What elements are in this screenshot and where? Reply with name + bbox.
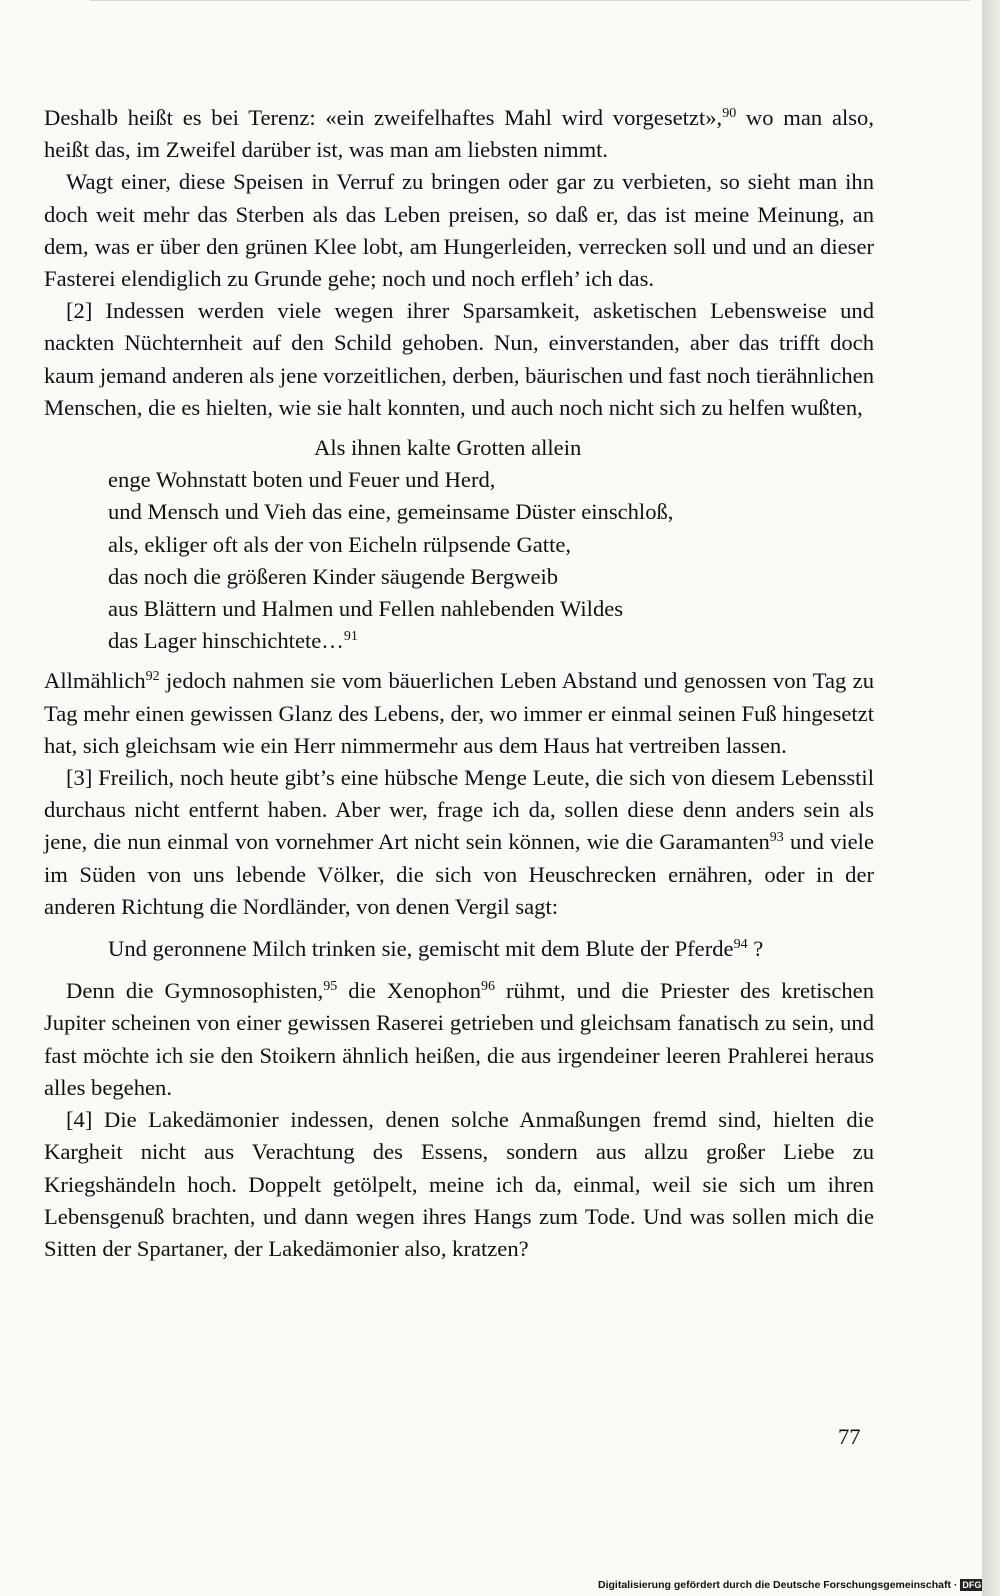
page-number: 77 [838,1424,861,1449]
verse-quote-2: Und geronnene Milch trinken sie, gemischt mit dem Blute der Pferde$^{94}$ ? [108,936,764,962]
dfg-logo-icon: DFG [962,1580,982,1590]
page-edge [982,0,1000,1596]
verse-line-2: enge Wohnstatt boten und Feuer und Herd, [108,467,496,493]
bleed-through-line [90,0,970,9]
paragraph-1: Deshalb heißt es bei Terenz: «ein zweifelhaftes Mahl wird vorgesetzt»,$^{90}$ wo man also, heißt das, im Zweifel darüber ist, was man am liebsten nimmt. [44,105,874,163]
footer-text: Digitalisierung gefördert durch die Deutsche Forschungsgemeinschaft · [598,1579,958,1591]
paragraph-3: [2] Indessen werden viele wegen ihrer Sparsamkeit, asketischen Lebensweise und nackten Nüchternheit auf den Schild gehoben. Nun, einverstanden, aber das trifft doch kaum jemand anderen als jene vorzeitlichen, derben, bäurischen und fast noch tierähnlichen Menschen, die es hielten, wie sie halt konnten, und auch noch nicht sich zu helfen wußten, [44,298,874,420]
footnote-ref-95[interactable]: 95 [323,979,338,995]
paragraph-5: [3] Freilich, noch heute gibt’s eine hübsche Menge Leute, die sich von diesem Lebensstil durchaus nicht entfernt haben. Aber wer, frage ich da, sollen diese denn anders sein als jene, die nun einmal von vornehmer Art nicht sein können, wie die Garamanten$^{93}$ und viele im Süden von uns lebende Völker, die sich von Heuschrecken ernähren, oder in der anderen Richtung die Nordländer, von denen Vergil sagt: [44,765,874,919]
body-text [44,102,874,1265]
footnote-ref-96[interactable]: 96 [481,979,495,995]
footnote-ref-94[interactable]: 94 [733,937,748,953]
verse-line-1: Als ihnen kalte Grotten allein [314,435,582,461]
paragraph-4: Allmählich$^{92}$ jedoch nahmen sie vom bäuerlichen Leben Abstand und genossen von Tag zu Tag mehr einen gewissen Glanz des Lebens, der, wo immer er einmal seinen Fuß hingesetzt hat, sich gleichsam wie ein Herr nimmermehr aus dem Haus hat vertreiben lassen. [44,668,874,758]
verse-line-3: und Mensch und Vieh das eine, gemeinsame Düster einschloß, [108,499,674,525]
verse-line-4: als, ekliger oft als der von Eicheln rülpsende Gatte, [108,531,572,557]
paragraph-6: Denn die Gymnosophisten,$^{95}$ die Xenophon$^{96}$ rühmt, und die Priester des kretischen Jupiter scheinen von einer gewissen Raserei getrieben und gleichsam fanatisch zu sein, und fast möchte ich sie den Stoikern ähnlich heißen, die aus irgendeiner leeren Prahlerei heraus alles begehen. [44,978,874,1100]
verse-line-6: aus Blättern und Halmen und Fellen nahlebenden Wildes [108,596,624,622]
footnote-ref-91[interactable]: 91 [343,629,358,645]
verse-line-5: das noch die größeren Kinder säugende Bergweib [108,563,559,589]
footnote-ref-90[interactable]: 90 [722,106,737,121]
verse-quote-1 [108,432,874,657]
verse-line-7: das Lager hinschichtete…$^{91}$ [108,628,358,654]
footnote-ref-93[interactable]: 93 [769,830,784,846]
paragraph-7: [4] Die Lakedämonier indessen, denen solche Anmaßungen fremd sind, hielten die Kargheit nicht aus Verachtung des Essens, sondern aus allzu großer Liebe zu Kriegshändeln hoch. Doppelt getölpelt, meine ich da, einmal, weil sie sich um ihren Lebensgenuß brachten, und dann wegen ihres Hangs zum Tode. Und was sollen mich die Sitten der Spartaner, der Lakedämonier also, kratzen? [44,1107,874,1261]
funding-footer [598,1578,983,1592]
paragraph-2: Wagt einer, diese Speisen in Verruf zu bringen oder gar zu verbieten, so sieht man ihn doch weit mehr das Sterben als das Leben preisen, so daß er, das ist meine Meinung, an dem, was er über den grünen Klee lobt, am Hungerleiden, verrecken soll und und an dieser Fasterei elendiglich zu Grunde gehe; noch und noch erfleh’ ich das. [44,169,874,292]
footnote-ref-92[interactable]: 92 [145,669,160,685]
